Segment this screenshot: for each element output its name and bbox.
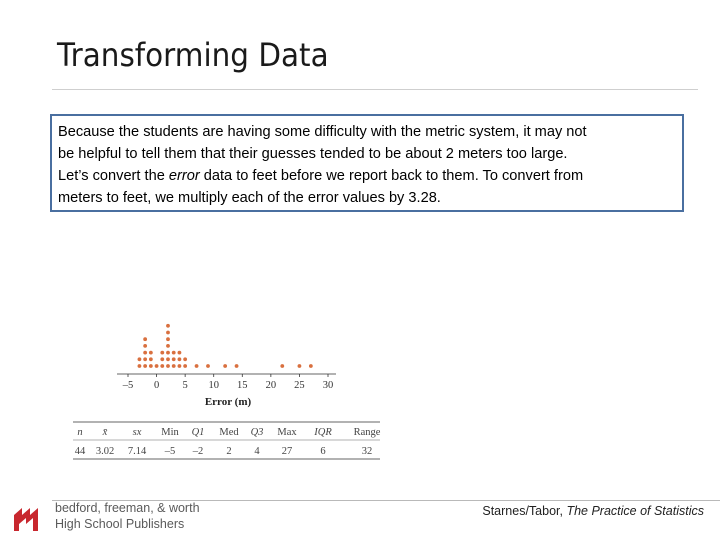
paragraph-line-3-end: data to feet before we report back to them. To convert from	[199, 168, 584, 184]
data-dot	[183, 357, 187, 361]
data-dot	[166, 331, 170, 335]
x-tick-label: –5	[122, 380, 134, 391]
table-value-cell: –5	[164, 446, 176, 457]
data-dot	[160, 351, 164, 355]
data-dot	[166, 364, 170, 368]
data-dot	[172, 357, 176, 361]
x-tick-label: 25	[294, 380, 305, 391]
data-dot	[166, 351, 170, 355]
data-dot	[309, 364, 313, 368]
data-dot	[138, 357, 142, 361]
data-dot	[143, 344, 147, 348]
data-dot	[166, 337, 170, 341]
data-dot	[160, 357, 164, 361]
x-tick-label: 10	[208, 380, 219, 391]
paragraph-line-1: Because the students are having some difficulty with the metric system, it may not	[58, 124, 587, 140]
x-axis-label: Error (m)	[204, 396, 252, 408]
data-dot	[298, 364, 302, 368]
data-dot	[160, 364, 164, 368]
data-dot	[149, 364, 153, 368]
table-header-cell: Max	[277, 427, 297, 438]
data-dot	[166, 344, 170, 348]
table-header-cell: n	[77, 427, 83, 438]
table-header-cell: Med	[219, 427, 239, 438]
publisher-line-2: High School Publishers	[55, 517, 185, 531]
table-value-cell: 2	[226, 446, 232, 457]
data-dot	[206, 364, 210, 368]
data-dot	[149, 351, 153, 355]
paragraph-line-2: be helpful to tell them that their guesses tended to be about 2 meters too large.	[58, 146, 568, 162]
table-value-cell: 4	[254, 446, 260, 457]
data-dot	[178, 357, 182, 361]
table-header-cell: Q3	[250, 427, 264, 438]
x-tick-label: 30	[322, 380, 334, 391]
x-tick-label: 20	[265, 380, 277, 391]
table-value-cell: 32	[361, 446, 373, 457]
table-value-cell: 6	[320, 446, 326, 457]
data-dot	[138, 364, 142, 368]
data-dot	[143, 351, 147, 355]
data-dot	[178, 351, 182, 355]
data-dot	[166, 357, 170, 361]
table-value-cell: –2	[192, 446, 204, 457]
table-header-cell: Min	[161, 427, 179, 438]
table-value-cell: 27	[281, 446, 293, 457]
data-dot	[235, 364, 239, 368]
data-dot	[280, 364, 284, 368]
data-dot	[143, 364, 147, 368]
book-citation	[482, 504, 704, 518]
publisher-line-1: bedford, freeman, & worth	[55, 501, 200, 515]
summary-stats-table	[73, 422, 381, 459]
data-dot	[223, 364, 227, 368]
data-dot	[143, 357, 147, 361]
data-dot	[143, 337, 147, 341]
data-dot	[149, 357, 153, 361]
x-tick-label: 15	[237, 380, 248, 391]
paragraph-line-3-start: Let’s convert the	[58, 168, 169, 184]
x-axis-ticks	[122, 374, 334, 391]
citation-authors: Starnes/Tabor,	[482, 504, 567, 518]
table-header-cell: IQR	[314, 427, 332, 438]
table-header-cell: sx	[132, 427, 142, 438]
paragraph-line-4: meters to feet, we multiply each of the error values by 3.28.	[58, 190, 441, 206]
table-value-cell: 7.14	[127, 446, 147, 457]
data-dot	[183, 364, 187, 368]
x-tick-label: 5	[182, 380, 188, 391]
table-value-cell: 44	[74, 446, 86, 457]
table-header-cell: Q1	[191, 427, 205, 438]
x-tick-label: 0	[153, 380, 160, 391]
table-header-cell: x̄	[102, 427, 108, 438]
citation-book-title: The Practice of Statistics	[566, 504, 704, 518]
data-dot	[195, 364, 199, 368]
data-dot	[166, 324, 170, 328]
data-dot	[172, 364, 176, 368]
data-dot	[155, 364, 159, 368]
macmillan-m-icon	[14, 508, 38, 531]
dots-layer	[138, 324, 313, 368]
slide-title: Transforming Data	[57, 36, 329, 74]
emphasized-word-error: error	[168, 168, 200, 184]
data-dot	[178, 364, 182, 368]
table-value-cell: 3.02	[95, 446, 115, 457]
data-dot	[172, 351, 176, 355]
publisher-name	[55, 500, 200, 532]
table-header-cell: Range	[353, 427, 381, 438]
